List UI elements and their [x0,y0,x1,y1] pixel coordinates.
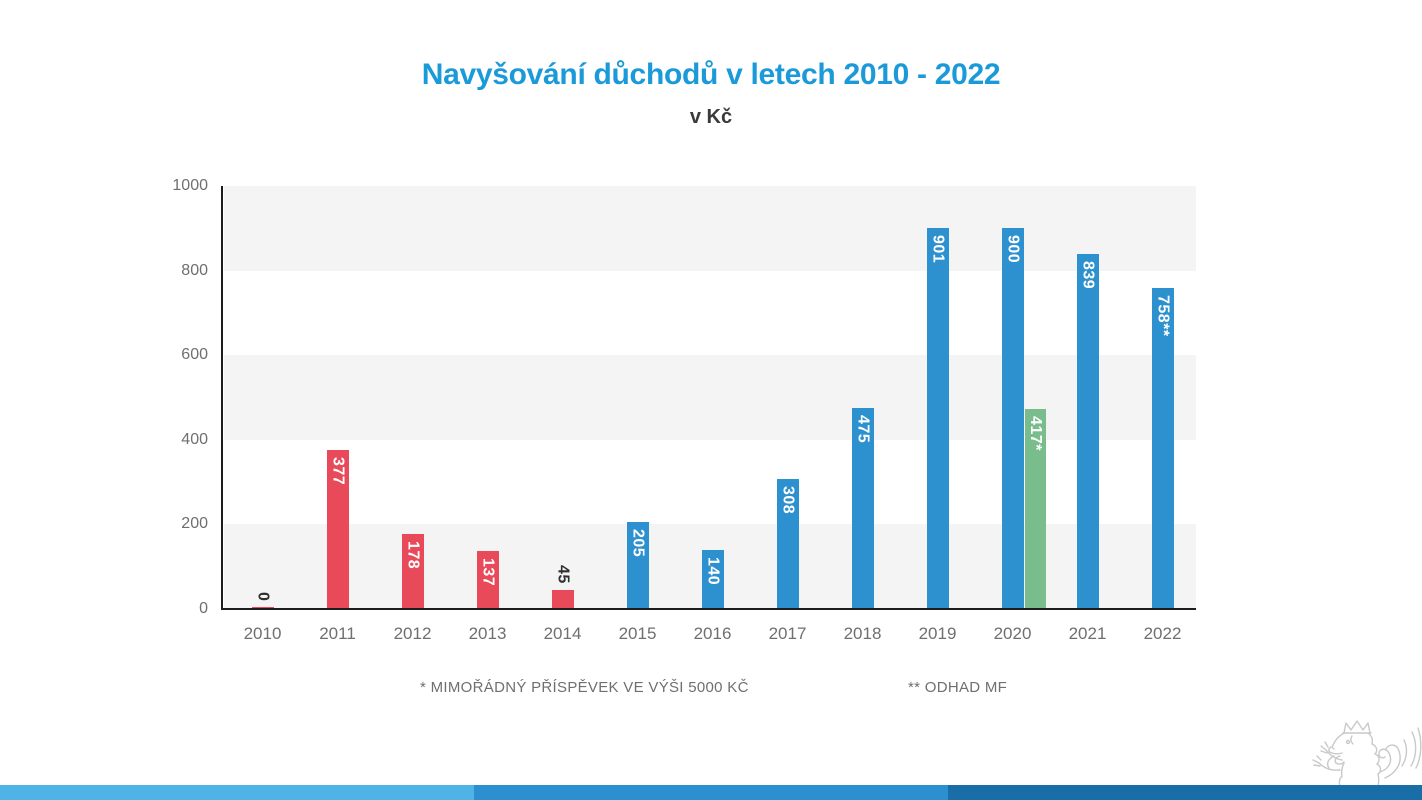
bar-2020 [1002,228,1024,609]
bar-2011 [327,450,349,609]
bar-value-label: 140 [704,556,722,585]
plot-band-2 [224,186,1196,271]
footnote-extraordinary-contribution: * MIMOŘÁDNÝ PŘÍSPĚVEK VE VÝŠI 5000 KČ [420,679,749,696]
bar-value-label: 475 [854,415,872,444]
bar-value-label: 901 [929,234,947,264]
bar-2018 [852,408,874,609]
bar-2019 [927,228,949,609]
footer-stripe [0,785,1422,800]
x-label-2012: 2012 [393,624,432,643]
bar-value-label: 417* [1027,416,1044,452]
chart-subtitle: v Kč [689,106,733,128]
bar-value-label: 0 [254,591,272,601]
bar-value-label: 137 [479,558,497,587]
x-label-2014: 2014 [543,624,582,643]
x-label-2019: 2019 [918,624,957,643]
plot-band-1 [224,355,1196,440]
bar-value-label: 308 [779,485,797,514]
y-tick-400: 400 [181,430,208,448]
y-tick-1000: 1000 [172,177,208,194]
bar-value-label: 45 [554,565,572,584]
bar-2021 [1077,254,1099,609]
y-tick-800: 800 [181,261,208,279]
bar-value-label: 178 [404,540,422,569]
bar-value-label: 839 [1079,261,1097,290]
bar-value-label: 377 [329,456,347,485]
bar-2014 [552,565,574,609]
y-tick-600: 600 [181,346,208,364]
bar-2022 [1152,288,1174,609]
y-tick-0: 0 [199,600,208,617]
x-label-2021: 2021 [1068,624,1107,643]
bar-2020-extraordinary [1025,409,1046,609]
chart-title: Navyšování důchodů v letech 2010 - 2022 [421,58,1001,91]
bar-2016 [702,550,724,609]
x-label-2016: 2016 [693,624,732,643]
y-axis-line [221,186,223,610]
x-label-2017: 2017 [768,624,807,643]
y-tick-200: 200 [181,515,208,533]
x-label-2013: 2013 [468,624,507,643]
x-axis-line [221,608,1196,610]
bar-2017 [777,479,799,609]
footnote-mf-estimate: ** ODHAD MF [908,679,1008,696]
czech-lion-icon [1288,720,1422,786]
footer-stripe-segment-3 [948,785,1422,800]
x-label-2015: 2015 [618,624,657,643]
footer-stripe-segment-2 [474,785,948,800]
x-label-2011: 2011 [319,624,356,643]
x-label-2020: 2020 [993,624,1032,643]
bar-2015 [627,522,649,609]
bar-2013 [477,551,499,609]
bar-2012 [402,534,424,609]
bar-value-label: 758** [1154,295,1172,338]
x-label-2018: 2018 [843,624,882,643]
bar-value-label: 205 [629,529,647,558]
bar-value-label: 900 [1004,235,1022,264]
x-label-2022: 2022 [1143,624,1182,643]
x-label-2010: 2010 [243,624,282,643]
footer-stripe-segment-1 [0,785,474,800]
